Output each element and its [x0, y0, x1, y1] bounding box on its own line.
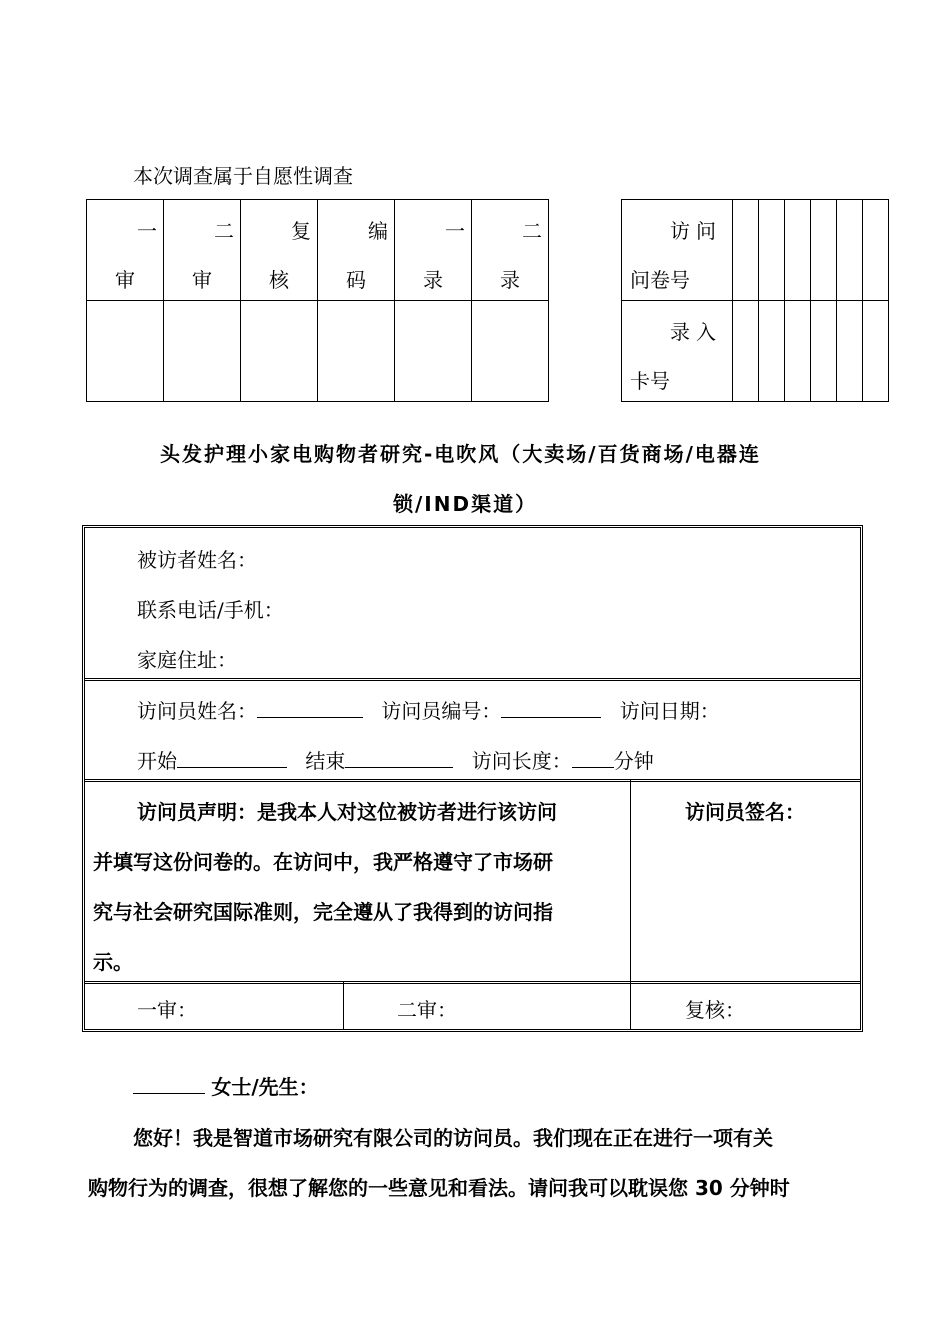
interview-row-2: [137, 745, 654, 774]
entry-cell[interactable]: [164, 301, 241, 402]
questionnaire-number-label-cell: [622, 200, 733, 301]
digit-box[interactable]: [759, 200, 785, 301]
respondent-address-label: 家庭住址：: [137, 648, 237, 672]
header-char: 二: [214, 219, 234, 243]
greeting-paragraph-line-1: 您好！我是智道市场研究有限公司的访问员。我们现在正在进行一项有关: [133, 1126, 773, 1150]
table-row: [87, 200, 549, 301]
recheck-label: 复核：: [685, 998, 745, 1022]
end-time-label: 结束: [305, 749, 346, 773]
digit-box[interactable]: [759, 301, 785, 402]
label-text: 问卷号: [630, 268, 690, 292]
label-text: 卡号: [630, 369, 670, 393]
interview-length-blank[interactable]: [572, 747, 614, 768]
header-cell-second-entry: [472, 200, 549, 301]
declaration-line-2: 并填写这份问卷的。在访问中，我严格遵守了市场研: [93, 850, 553, 874]
interview-date-label: 访问日期：: [619, 699, 720, 723]
questionnaire-id-table: [621, 199, 889, 402]
header-char: 核: [269, 268, 289, 292]
review-check-table: [86, 199, 549, 402]
declaration-section: [85, 779, 860, 984]
entry-cell[interactable]: [87, 301, 164, 402]
table-row: [87, 301, 549, 402]
header-char: 复: [291, 219, 311, 243]
interviewer-name-blank[interactable]: [257, 697, 363, 718]
interviewer-id-blank[interactable]: [501, 697, 601, 718]
respondent-name-label: 被访者姓名：: [137, 548, 257, 572]
digit-box[interactable]: [837, 301, 863, 402]
review-section: [85, 981, 860, 1029]
table-row: [622, 200, 889, 301]
label-text: 访问: [670, 219, 722, 243]
interview-length-label: 访问长度：: [471, 749, 572, 773]
header-char: 编: [368, 219, 388, 243]
digit-box[interactable]: [811, 301, 837, 402]
header-cell-first-review: [87, 200, 164, 301]
column-divider: [630, 981, 631, 1029]
respondent-section: [85, 528, 860, 681]
interviewer-name-label: 访问员姓名：: [137, 699, 257, 723]
digit-box[interactable]: [811, 200, 837, 301]
survey-title-line2: 锁/IND渠道）: [393, 492, 538, 516]
header-cell-recheck: [241, 200, 318, 301]
table-row: [622, 301, 889, 402]
digit-box[interactable]: [733, 301, 759, 402]
entry-cell[interactable]: [318, 301, 395, 402]
minutes-label: 分钟: [613, 749, 654, 773]
respondent-info-form: [82, 525, 863, 1032]
header-char: 一: [445, 219, 465, 243]
label-text: 录入: [670, 320, 722, 344]
entry-cell[interactable]: [395, 301, 472, 402]
digit-box[interactable]: [863, 301, 889, 402]
header-char: 录: [423, 268, 443, 292]
header-char: 审: [115, 268, 135, 292]
digit-box[interactable]: [785, 200, 811, 301]
header-cell-first-entry: [395, 200, 472, 301]
interviewer-id-label: 访问员编号：: [381, 699, 502, 723]
declaration-line-3: 究与社会研究国际准则，完全遵从了我得到的访问指: [93, 900, 553, 924]
salutation-text: 女士/先生：: [211, 1075, 319, 1099]
respondent-phone-label: 联系电话/手机：: [137, 598, 284, 622]
declaration-line-1: 访问员声明：是我本人对这位被访者进行该访问: [137, 800, 557, 824]
entry-cell[interactable]: [472, 301, 549, 402]
voluntary-survey-note: 本次调查属于自愿性调查: [133, 164, 353, 188]
start-time-blank[interactable]: [177, 747, 287, 768]
header-char: 码: [346, 268, 366, 292]
first-review-label: 一审：: [137, 998, 197, 1022]
column-divider: [343, 981, 344, 1029]
card-number-label-cell: [622, 301, 733, 402]
end-time-blank[interactable]: [345, 747, 453, 768]
header-cell-coding: [318, 200, 395, 301]
start-time-label: 开始: [137, 749, 177, 773]
header-char: 审: [192, 268, 212, 292]
interviewer-signature-label: 访问员签名：: [685, 800, 805, 824]
digit-box[interactable]: [837, 200, 863, 301]
name-blank[interactable]: [133, 1073, 205, 1094]
declaration-line-4: 示。: [93, 950, 133, 974]
header-char: 二: [522, 219, 542, 243]
digit-box[interactable]: [785, 301, 811, 402]
header-cell-second-review: [164, 200, 241, 301]
second-review-label: 二审：: [397, 998, 457, 1022]
digit-box[interactable]: [863, 200, 889, 301]
header-char: 一: [137, 219, 157, 243]
interview-section: [85, 678, 860, 782]
interview-row-1: [137, 695, 720, 724]
greeting-paragraph-line-2: 购物行为的调查，很想了解您的一些意见和看法。请问我可以耽误您 30 分钟时: [88, 1176, 790, 1200]
column-divider: [630, 779, 631, 981]
salutation-line: [133, 1071, 319, 1100]
survey-title-line1: 头发护理小家电购物者研究-电吹风（大卖场/百货商场/电器连: [160, 442, 761, 466]
entry-cell[interactable]: [241, 301, 318, 402]
header-char: 录: [500, 268, 520, 292]
digit-box[interactable]: [733, 200, 759, 301]
